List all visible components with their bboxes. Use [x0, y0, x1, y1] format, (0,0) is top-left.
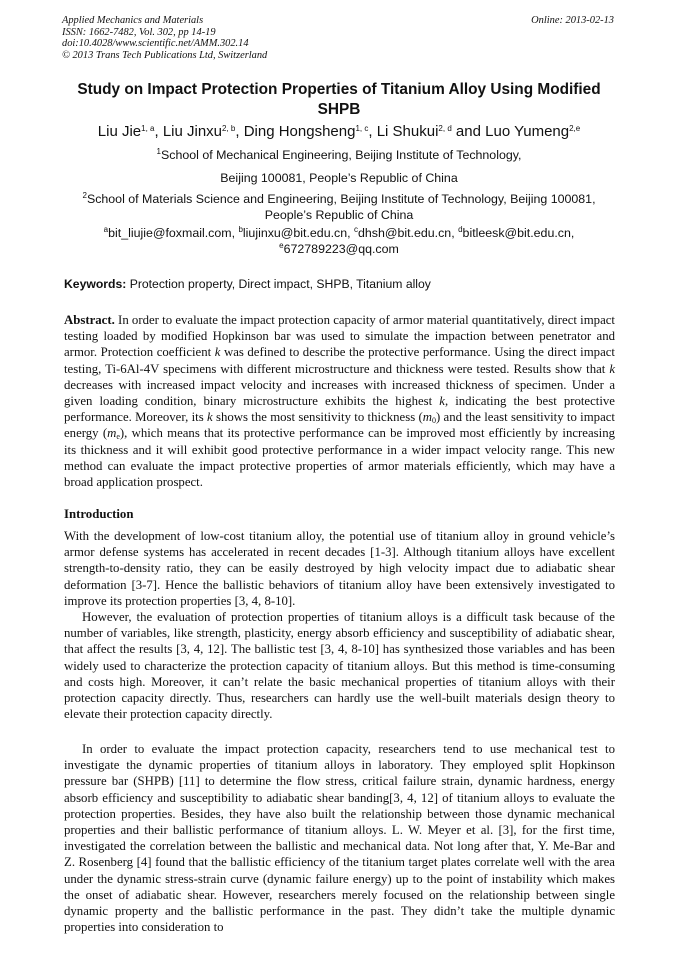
email: $^d$bitleesk@bit.edu.cn,	[458, 225, 575, 240]
abstract-label: Abstract.	[64, 313, 115, 327]
email-list	[60, 226, 618, 257]
intro-paragraph-3: In order to evaluate the impact protection capacity, researchers tend to use mechanical test to investigate the dynamic properties of titanium alloys in laboratory. They employed split Hopkinson pressure bar (SHPB) [11] to determine the flow stress, critical failure strain, dynamic hardness, energy absorb efficiency and susceptibility to adiabatic shear banding[3, 4, 12] of titanium alloys to evaluate the protection properties. Besides, they have also built the relationship between those dynamic mechanical properties and their ballistic performance of titanium alloys. L. W. Meyer et al. [3], for the first time, investigated the correlation between the ballistic and mechanical data. Not long after that, Y. Me-Bar and Z. Rosenberg [4] found that the ballistic efficiency of the titanium target plates correlate well with the area under the dynamic stress-strain curve (dynamic failure energy) up to the point of instability which makes the onset of adiabatic shear. However, researchers merely focused on the relationship between single dynamic property and the ballistic performance in the past. They didn’t take the multiple dynamic properties into consideration to	[64, 742, 615, 935]
issn-line: ISSN: 1662-7482, Vol. 302, pp 14-19	[62, 26, 216, 38]
paper-title: Study on Impact Protection Properties of Titanium Alloy Using Modified SHPB	[77, 81, 601, 118]
intro-paragraph-2: However, the evaluation of protection properties of titanium alloys is a difficult task because of the number of variables, like strength, plasticity, energy absorb efficiency and susceptibility of adiabatic shear, that affect the results [3, 4, 12]. The ballistic test [3, 4, 8-10] has synthesized those variables and has been widely used to characterize the protection capacity of titanium alloys. But this method is time-consuming and costs high. Moreover, it can’t relate the basic mechanical properties of titanium alloys with their protection capacity directly. Thus, researchers can hardly use the well-built materials design theory to elevate their protection capacity directly.	[64, 610, 615, 722]
abstract: Abstract. In order to evaluate the impact protection capacity of armor material quantitatively, direct impact testing loaded by modified Hopkinson bar was used to simulate the impaction between penetrator and armor. Protection coefficient k was defined to describe the protective performance. Using the direct impact testing, Ti-6Al-4V specimens with different microstructure and thickness were tested. Results show that k decreases with increased impact velocity and increases with increased thickness of specimen. Under a given loading condition, binary microstructure exhibits the highest k, indicating the best protective performance. Moreover, its k shows the most sensitivity to thickness $(m_0)$ and the least sensitivity to impact energy $(m_e)$, which means that its protective performance can be improved most efficiently by increasing its thickness and it will exhibit good protective performance in a wider impact velocity range. This new method can evaluate the impact protective properties of armor materials efficiently, which may have a broad application prospect.	[64, 313, 615, 490]
author: Liu Jinxu$^{2, b}$,	[162, 123, 244, 140]
email: $^e$672789223@qq.com	[279, 240, 399, 256]
author: Li Shukui$^{2, d}$ and	[376, 123, 486, 140]
doi-line: doi:10.4028/www.scientific.net/AMM.302.14	[62, 38, 249, 50]
email: $^b$liujinxu@bit.edu.cn,	[238, 225, 355, 240]
keywords	[64, 277, 616, 292]
introduction-heading: Introduction	[64, 507, 134, 521]
keywords-text: Protection property, Direct impact, SHPB, Titanium alloy	[126, 277, 431, 291]
affiliation-1-line-2: Beijing 100081, People’s Republic of China	[220, 171, 458, 185]
email: $^a$bit_liujie@foxmail.com,	[103, 225, 239, 240]
affiliation-2: $^2$School of Materials Science and Engineering, Beijing Institute of Technology, Beijing 100081, People’s Republic of China	[82, 191, 596, 222]
author-list	[40, 122, 638, 141]
journal-name: Applied Mechanics and Materials	[62, 15, 204, 26]
author: Luo Yumeng$^{2,e}$	[485, 123, 581, 140]
affiliation-1: $^1$School of Mechanical Engineering, Beijing Institute of Technology,	[156, 147, 522, 162]
online-date: Online: 2013-02-13	[531, 15, 614, 26]
author: Liu Jie$^{1, a}$,	[97, 123, 163, 140]
journal-header	[62, 15, 614, 61]
email: $^c$dhsh@bit.edu.cn,	[354, 225, 459, 240]
copyright-line: © 2013 Trans Tech Publications Ltd, Switzerland	[62, 49, 268, 61]
intro-paragraph-1: With the development of low-cost titanium alloy, the potential use of titanium alloy in ground vehicle’s armor defense systems has accelerated in recent decades [1-3]. Although titanium alloys have excellent strength-to-density ratio, they can be easily destroyed by high velocity impact due to adiabatic shear deformation [3-7]. Hence the ballistic behaviors of titanium alloy have been extensively investigated to improve its protection properties [3, 4, 8-10].	[64, 529, 615, 608]
author: Ding Hongsheng$^{1, c}$,	[243, 123, 377, 140]
keywords-label: Keywords:	[64, 277, 127, 291]
